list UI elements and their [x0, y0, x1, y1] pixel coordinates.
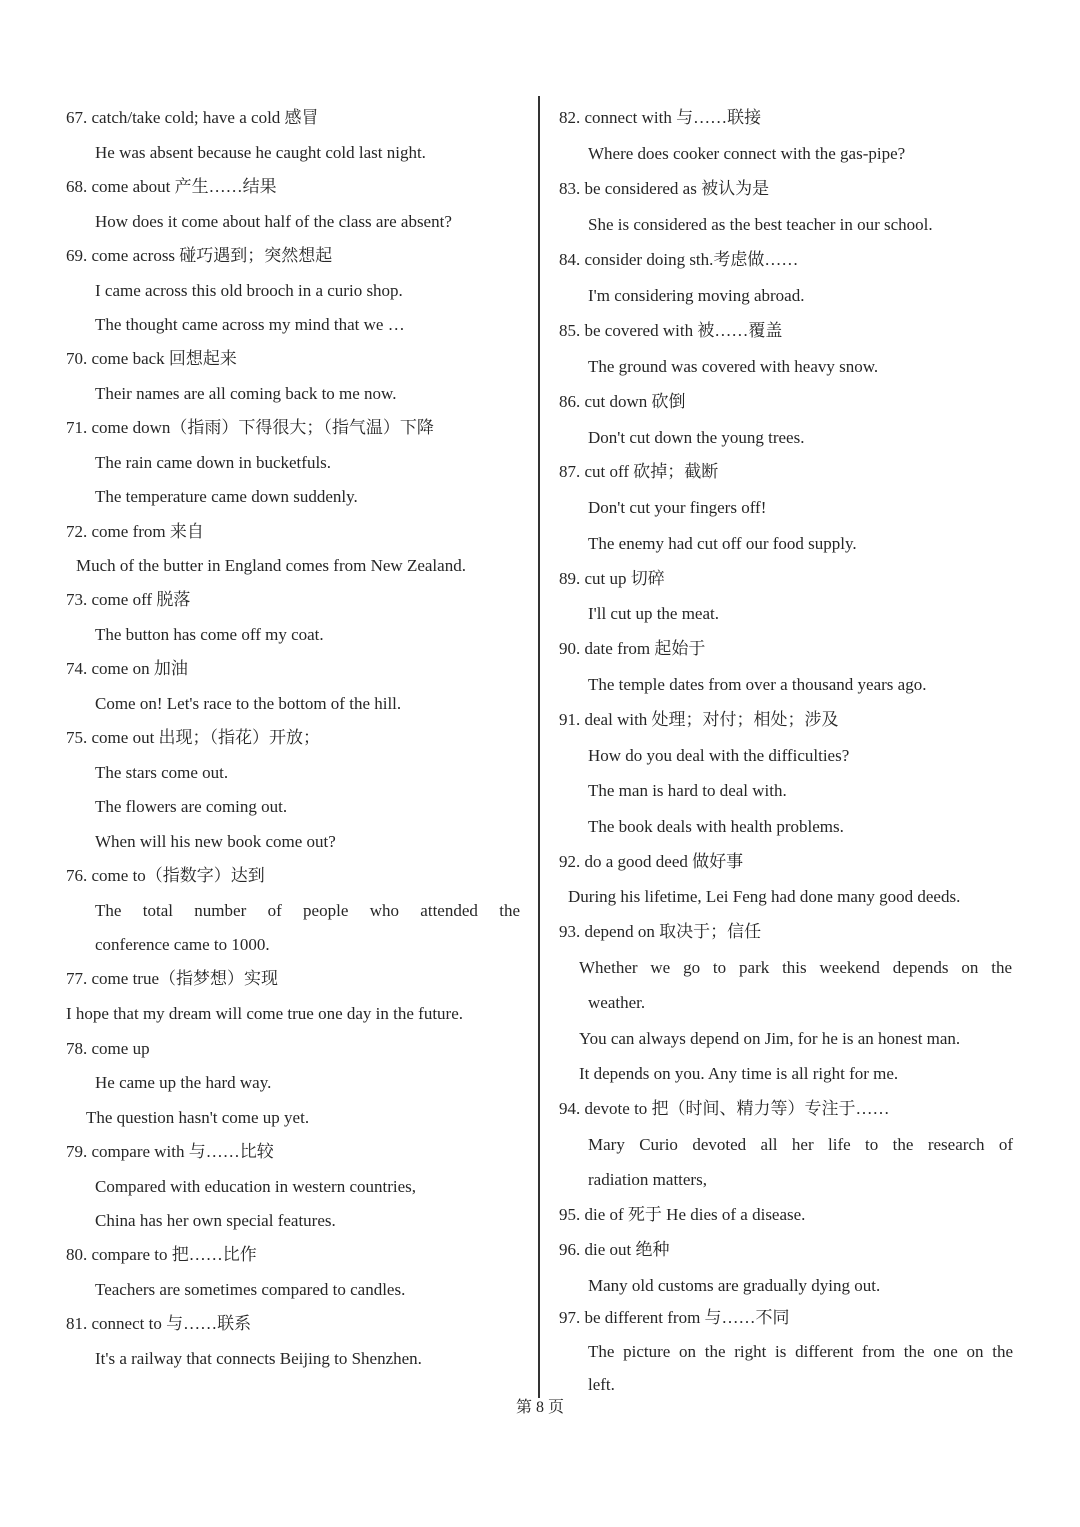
example-sentence: Where does cooker connect with the gas-pipe?	[588, 144, 906, 163]
example-sentence: The ground was covered with heavy snow.	[588, 357, 879, 376]
example-sentence: How does it come about half of the class are absent?	[95, 212, 452, 231]
example-sentence: Don't cut down the young trees.	[588, 428, 805, 447]
example-sentence: radiation matters,	[588, 1170, 707, 1189]
example-sentence: During his lifetime, Lei Feng had done many good deeds.	[568, 887, 961, 906]
example-sentence: The stars come out.	[95, 763, 229, 782]
example-sentence: The thought came across my mind that we …	[95, 315, 405, 334]
phrase-entry: 72. come from 来自	[66, 522, 204, 541]
column-divider	[538, 96, 540, 1398]
example-sentence: Many old customs are gradually dying out.	[588, 1276, 881, 1295]
phrase-entry: 80. compare to 把……比作	[66, 1245, 257, 1264]
example-sentence: When will his new book come out?	[95, 832, 336, 851]
example-sentence: It depends on you. Any time is all right for me.	[579, 1064, 899, 1083]
phrase-entry: 92. do a good deed 做好事	[559, 852, 744, 871]
example-sentence: left.	[588, 1375, 615, 1394]
phrase-entry: 77. come true（指梦想）实现	[66, 969, 278, 988]
phrase-entry: 94. devote to 把（时间、精力等）专注于……	[559, 1099, 890, 1118]
phrase-entry: 97. be different from 与……不同	[559, 1308, 790, 1327]
example-sentence: The button has come off my coat.	[95, 625, 324, 644]
example-sentence: The total number of people who attended the	[95, 901, 520, 920]
phrase-entry: 78. come up	[66, 1039, 150, 1058]
example-sentence: China has her own special features.	[95, 1211, 336, 1230]
phrase-entry: 84. consider doing sth.考虑做……	[559, 250, 799, 269]
example-sentence: The enemy had cut off our food supply.	[588, 534, 857, 553]
example-sentence: Compared with education in western countries,	[95, 1177, 417, 1196]
example-sentence: The question hasn't come up yet.	[86, 1108, 310, 1127]
example-sentence: Come on! Let's race to the bottom of the hill.	[95, 694, 402, 713]
phrase-entry: 74. come on 加油	[66, 659, 188, 678]
example-sentence: The temperature came down suddenly.	[95, 487, 358, 506]
phrase-entry: 95. die of 死于 He dies of a disease.	[559, 1205, 806, 1224]
phrase-entry: 96. die out 绝种	[559, 1240, 670, 1259]
phrase-entry: 68. come about 产生……结果	[66, 177, 277, 196]
phrase-entry: 76. come to（指数字）达到	[66, 866, 265, 885]
phrase-entry: 71. come down（指雨）下得很大；（指气温）下降	[66, 418, 434, 437]
phrase-entry: 91. deal with 处理；对付；相处；涉及	[559, 710, 839, 729]
example-sentence: Don't cut your fingers off!	[588, 498, 767, 517]
phrase-entry: 73. come off 脱落	[66, 590, 191, 609]
example-sentence: I hope that my dream will come true one day in the future.	[66, 1004, 464, 1023]
page-number: 第 8 页	[515, 1399, 564, 1416]
phrase-entry: 87. cut off 砍掉；截断	[559, 462, 719, 481]
example-sentence: The temple dates from over a thousand years ago.	[588, 675, 927, 694]
example-sentence: You can always depend on Jim, for he is an honest man.	[579, 1029, 961, 1048]
example-sentence: conference came to 1000.	[95, 935, 270, 954]
example-sentence: weather.	[588, 993, 646, 1012]
phrase-entry: 70. come back 回想起来	[66, 349, 237, 368]
example-sentence: She is considered as the best teacher in our school.	[588, 215, 933, 234]
phrase-entry: 67. catch/take cold; have a cold 感冒	[66, 108, 319, 127]
example-sentence: The man is hard to deal with.	[588, 781, 787, 800]
phrase-entry: 82. connect with 与……联接	[559, 108, 762, 127]
phrase-entry: 69. come across 碰巧遇到；突然想起	[66, 246, 333, 265]
example-sentence: I came across this old brooch in a curio shop.	[95, 281, 403, 300]
example-sentence: Teachers are sometimes compared to candles.	[95, 1280, 406, 1299]
phrase-entry: 75. come out 出现；（指花）开放；	[66, 728, 321, 747]
example-sentence: Whether we go to park this weekend depends on the	[579, 958, 1012, 977]
example-sentence: He came up the hard way.	[95, 1073, 272, 1092]
phrase-entry: 79. compare with 与……比较	[66, 1142, 274, 1161]
phrase-entry: 85. be covered with 被……覆盖	[559, 321, 783, 340]
phrase-entry: 90. date from 起始于	[559, 639, 706, 658]
example-sentence: I'll cut up the meat.	[588, 604, 719, 623]
example-sentence: It's a railway that connects Beijing to Shenzhen.	[95, 1349, 422, 1368]
example-sentence: I'm considering moving abroad.	[588, 286, 805, 305]
example-sentence: The flowers are coming out.	[95, 797, 288, 816]
example-sentence: The rain came down in bucketfuls.	[95, 453, 332, 472]
example-sentence: Much of the butter in England comes from New Zealand.	[76, 556, 466, 575]
example-sentence: How do you deal with the difficulties?	[588, 746, 850, 765]
phrase-entry: 89. cut up 切碎	[559, 569, 665, 588]
phrase-entry: 83. be considered as 被认为是	[559, 179, 770, 198]
example-sentence: Mary Curio devoted all her life to the research of	[588, 1135, 1013, 1154]
example-sentence: Their names are all coming back to me now.	[95, 384, 397, 403]
example-sentence: He was absent because he caught cold last night.	[95, 143, 426, 162]
phrase-entry: 93. depend on 取决于；信任	[559, 922, 762, 941]
phrase-entry: 86. cut down 砍倒	[559, 392, 686, 411]
example-sentence: The picture on the right is different from the one on the	[588, 1342, 1013, 1361]
phrase-entry: 81. connect to 与……联系	[66, 1314, 252, 1333]
example-sentence: The book deals with health problems.	[588, 817, 844, 836]
